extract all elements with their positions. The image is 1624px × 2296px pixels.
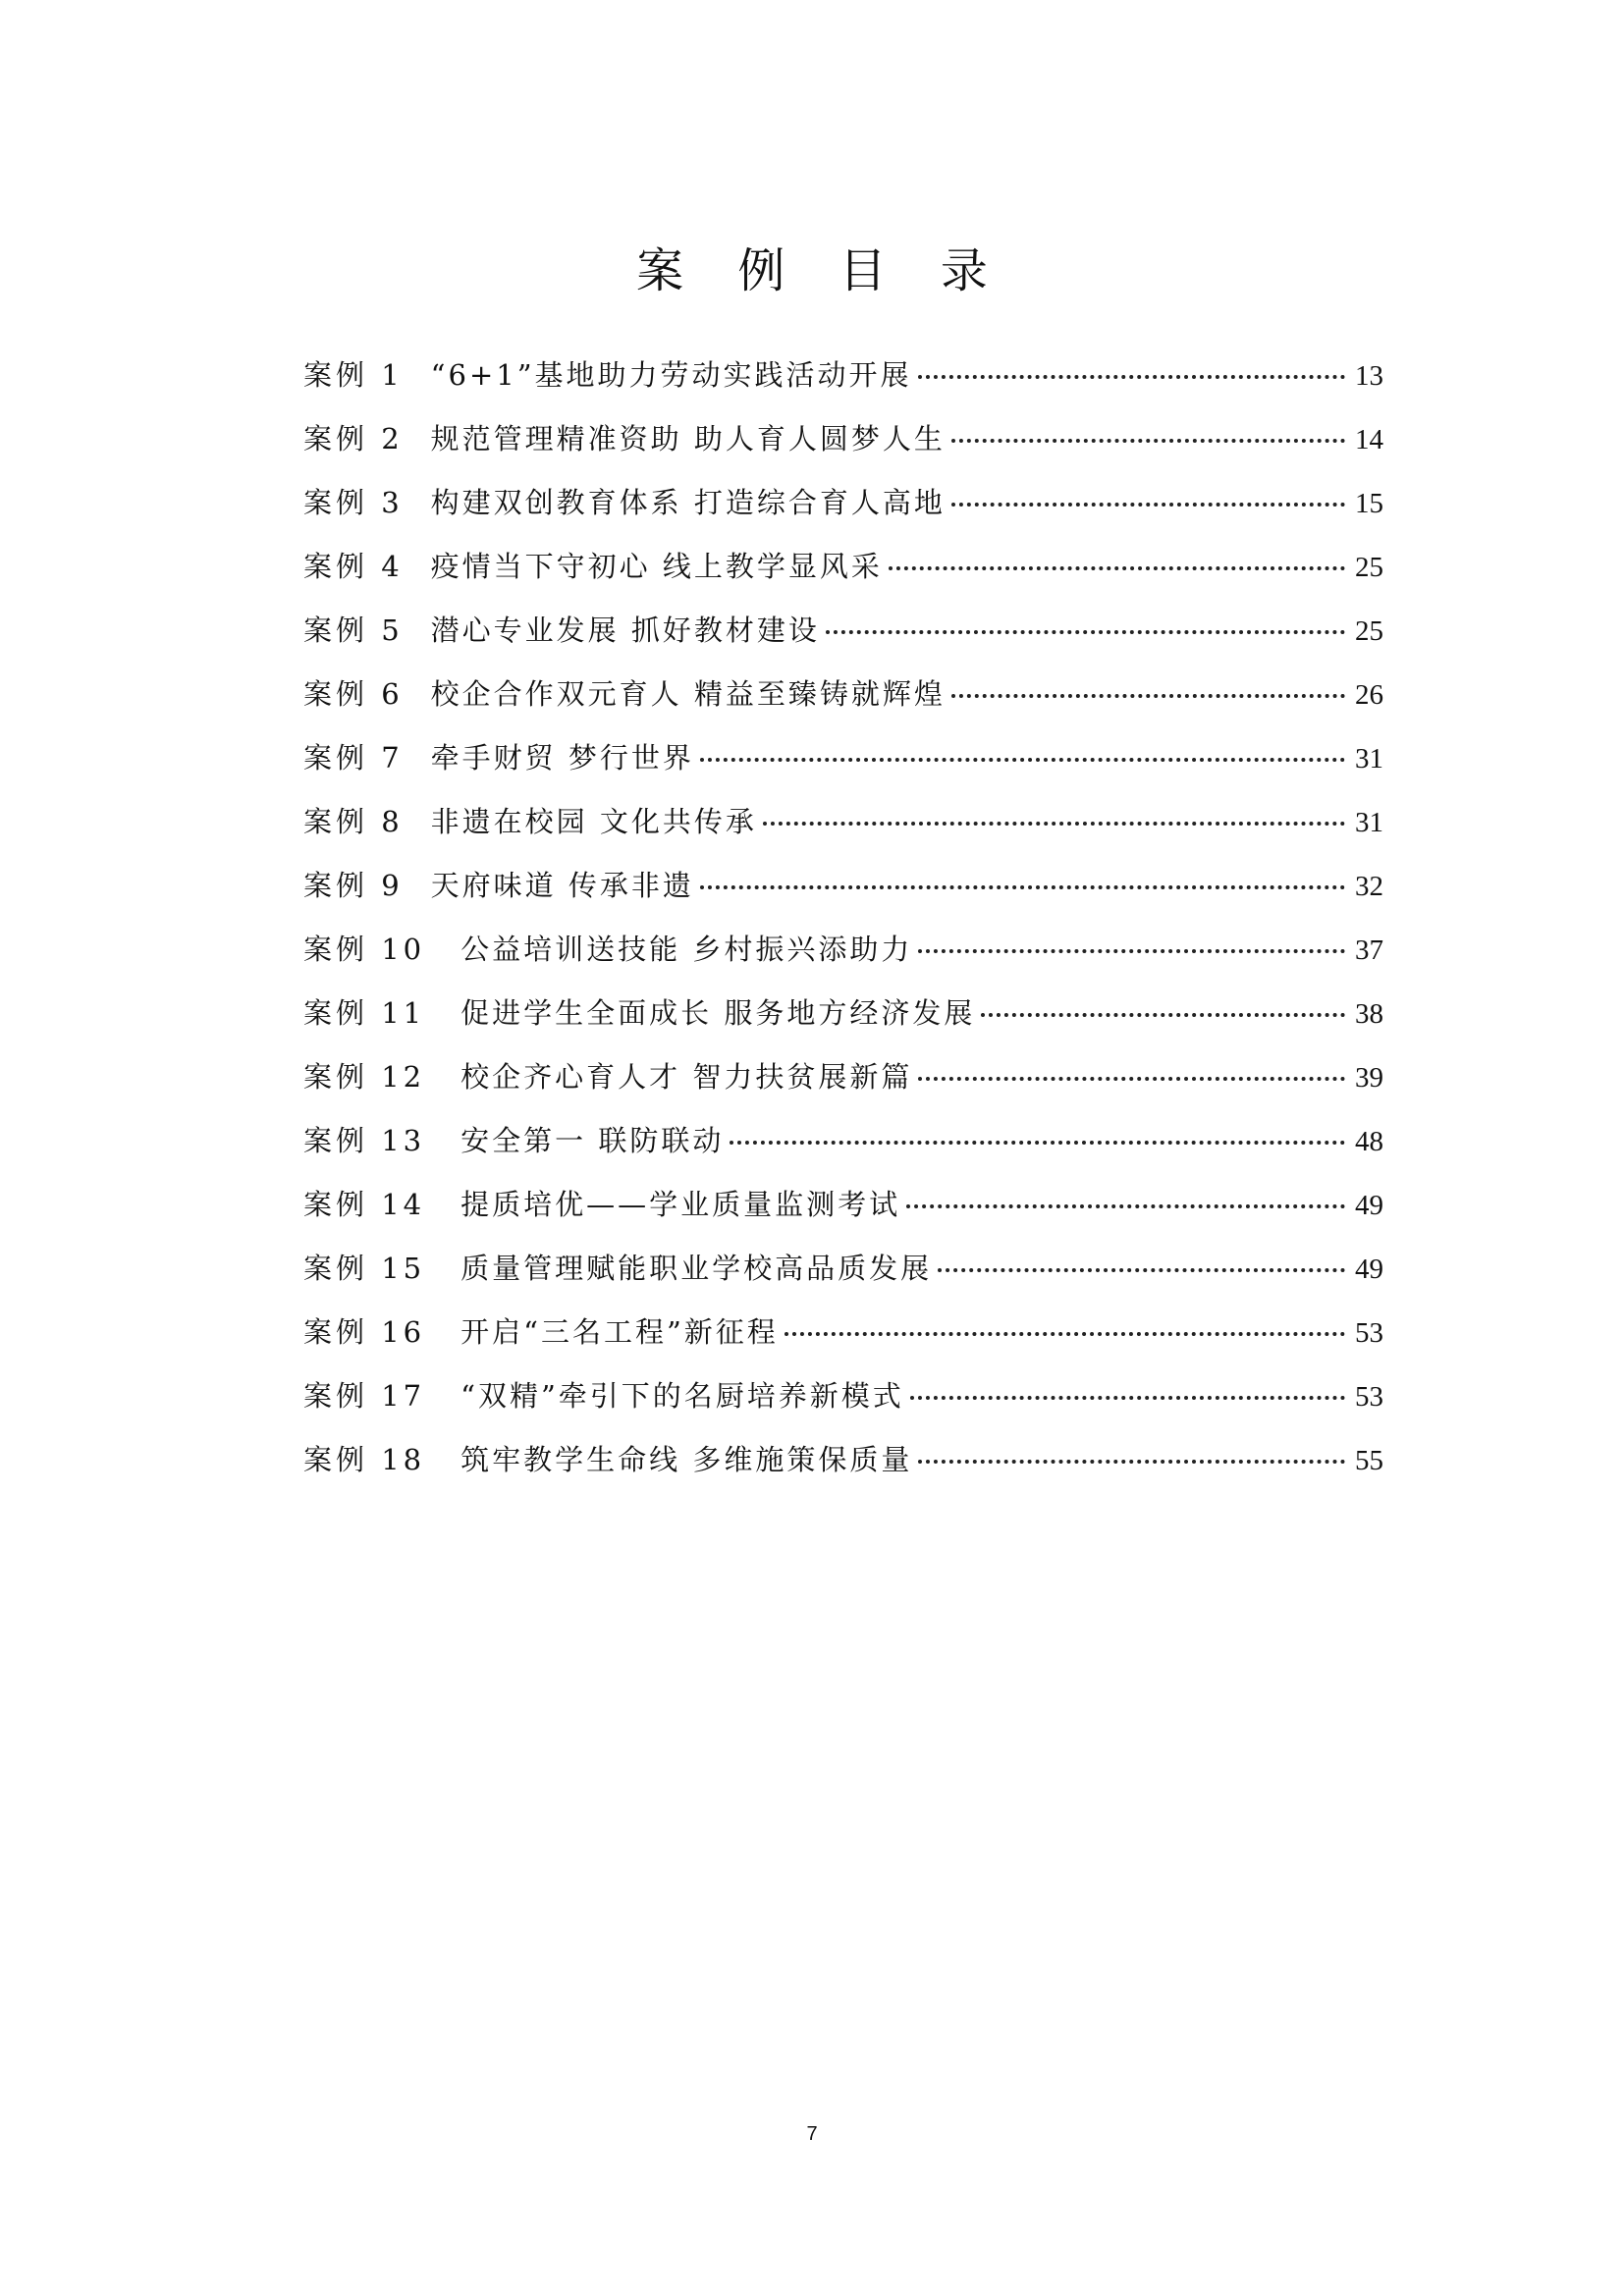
toc-dot-leader	[889, 566, 1345, 570]
toc-entry-6[interactable]	[303, 670, 1383, 734]
toc-case-title: “6+1”基地助力劳动实践活动开展	[430, 358, 912, 392]
toc-dot-leader	[700, 885, 1345, 889]
toc-page-number: 37	[1355, 934, 1383, 966]
toc-entry-3[interactable]	[303, 479, 1383, 543]
toc-page-number: 32	[1355, 871, 1383, 902]
toc-case-label: 案例 9	[303, 869, 404, 902]
toc-dot-leader	[951, 439, 1345, 443]
toc-case-label: 案例 11	[303, 996, 426, 1030]
toc-entry-1[interactable]	[303, 351, 1383, 415]
toc-case-label: 案例 5	[303, 614, 404, 647]
toc-dot-leader	[918, 949, 1345, 953]
toc-case-title: 提质培优——学业质量监测考试	[460, 1188, 901, 1221]
toc-page-number: 53	[1355, 1381, 1383, 1413]
toc-case-label: 案例 16	[303, 1315, 426, 1349]
toc-case-title: 潜心专业发展 抓好教材建设	[430, 614, 820, 647]
toc-page-number: 13	[1355, 360, 1383, 392]
toc-dot-leader	[700, 758, 1345, 762]
toc-case-label: 案例 18	[303, 1443, 426, 1476]
toc-case-title: 规范管理精准资助 助人育人圆梦人生	[430, 422, 946, 455]
toc-page-number: 39	[1355, 1062, 1383, 1094]
toc-case-title: 促进学生全面成长 服务地方经济发展	[460, 996, 976, 1030]
toc-entry-18[interactable]	[303, 1436, 1383, 1500]
toc-case-title: “双精”牵引下的名厨培养新模式	[460, 1379, 904, 1413]
toc-entry-17[interactable]	[303, 1372, 1383, 1436]
toc-case-title: 非遗在校园 文化共传承	[430, 805, 757, 838]
toc-entry-10[interactable]	[303, 926, 1383, 989]
toc-case-label: 案例 14	[303, 1188, 426, 1221]
toc-page-number: 25	[1355, 615, 1383, 647]
toc-case-title: 牵手财贸 梦行世界	[430, 741, 694, 774]
toc-dot-leader	[981, 1013, 1345, 1017]
toc-page-number: 55	[1355, 1445, 1383, 1476]
toc-case-title: 筑牢教学生命线 多维施策保质量	[460, 1443, 913, 1476]
toc-page-number: 48	[1355, 1126, 1383, 1157]
toc-case-label: 案例 13	[303, 1124, 426, 1157]
toc-case-label: 案例 2	[303, 422, 404, 455]
toc-case-label: 案例 6	[303, 677, 404, 711]
toc-page-number: 14	[1355, 424, 1383, 455]
table-of-contents	[303, 351, 1383, 1500]
toc-entry-8[interactable]	[303, 798, 1383, 862]
toc-case-label: 案例 15	[303, 1252, 426, 1285]
toc-dot-leader	[938, 1268, 1345, 1272]
toc-dot-leader	[785, 1332, 1345, 1336]
toc-entry-12[interactable]	[303, 1053, 1383, 1117]
toc-entry-2[interactable]	[303, 415, 1383, 479]
toc-case-label: 案例 4	[303, 550, 404, 583]
toc-dot-leader	[918, 1460, 1345, 1464]
toc-entry-7[interactable]	[303, 734, 1383, 798]
toc-case-label: 案例 10	[303, 933, 426, 966]
toc-case-title: 开启“三名工程”新征程	[460, 1315, 779, 1349]
page-title: 案 例 目 录	[636, 243, 1007, 299]
toc-page-number: 15	[1355, 488, 1383, 519]
toc-dot-leader	[918, 1077, 1345, 1081]
toc-case-title: 质量管理赋能职业学校高品质发展	[460, 1252, 933, 1285]
toc-case-label: 案例 17	[303, 1379, 426, 1413]
toc-case-label: 案例 12	[303, 1060, 426, 1094]
toc-case-label: 案例 3	[303, 486, 404, 519]
toc-entry-15[interactable]	[303, 1245, 1383, 1308]
toc-entry-5[interactable]	[303, 607, 1383, 670]
toc-page-number: 26	[1355, 679, 1383, 711]
toc-dot-leader	[918, 375, 1345, 379]
toc-entry-13[interactable]	[303, 1117, 1383, 1181]
toc-case-title: 公益培训送技能 乡村振兴添助力	[460, 933, 913, 966]
toc-entry-14[interactable]	[303, 1181, 1383, 1245]
toc-dot-leader	[826, 630, 1345, 634]
toc-page-number: 49	[1355, 1190, 1383, 1221]
toc-dot-leader	[910, 1396, 1345, 1400]
toc-case-title: 构建双创教育体系 打造综合育人高地	[430, 486, 946, 519]
toc-dot-leader	[951, 694, 1345, 698]
toc-entry-9[interactable]	[303, 862, 1383, 926]
toc-entry-11[interactable]	[303, 989, 1383, 1053]
toc-case-title: 疫情当下守初心 线上教学显风采	[430, 550, 883, 583]
toc-entry-16[interactable]	[303, 1308, 1383, 1372]
toc-dot-leader	[730, 1141, 1345, 1145]
toc-page-number: 31	[1355, 743, 1383, 774]
toc-entry-4[interactable]	[303, 543, 1383, 607]
toc-dot-leader	[906, 1204, 1345, 1208]
toc-case-label: 案例 1	[303, 358, 404, 392]
toc-page-number: 25	[1355, 552, 1383, 583]
toc-dot-leader	[763, 822, 1345, 826]
toc-page-number: 31	[1355, 807, 1383, 838]
toc-dot-leader	[951, 503, 1345, 507]
toc-case-label: 案例 8	[303, 805, 404, 838]
page-number: 7	[806, 2123, 818, 2145]
toc-case-label: 案例 7	[303, 741, 404, 774]
toc-page-number: 49	[1355, 1254, 1383, 1285]
toc-page-number: 53	[1355, 1317, 1383, 1349]
toc-case-title: 校企齐心育人才 智力扶贫展新篇	[460, 1060, 913, 1094]
toc-case-title: 天府味道 传承非遗	[430, 869, 694, 902]
toc-case-title: 校企合作双元育人 精益至臻铸就辉煌	[430, 677, 946, 711]
toc-page-number: 38	[1355, 998, 1383, 1030]
toc-case-title: 安全第一 联防联动	[460, 1124, 725, 1157]
